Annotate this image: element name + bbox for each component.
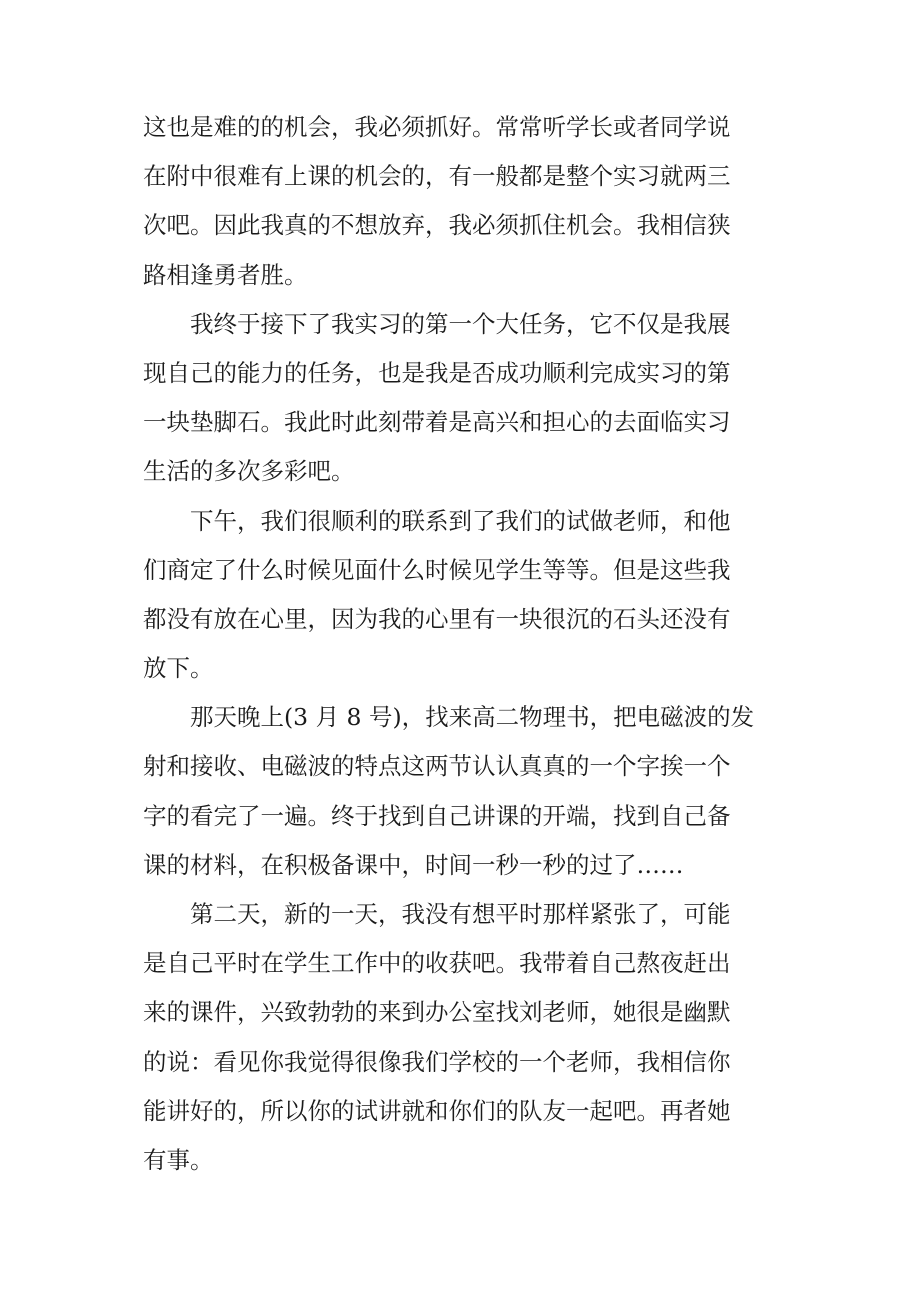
text-line: 们商定了什么时候见面什么时候见学生等等。但是这些我 bbox=[143, 555, 731, 584]
text-line: 有事。 bbox=[143, 1145, 214, 1174]
paragraph-3 bbox=[143, 497, 783, 694]
text-line: 一块垫脚石。我此时此刻带着是高兴和担心的去面临实习 bbox=[143, 408, 731, 437]
text-line: 字的看完了一遍。终于找到自己讲课的开端，找到自己备 bbox=[143, 801, 731, 830]
paragraph-2 bbox=[143, 300, 783, 497]
text-line: 放下。 bbox=[143, 654, 214, 683]
text-line: 路相逢勇者胜。 bbox=[143, 260, 308, 289]
text-line: 次吧。因此我真的不想放弃，我必须抓住机会。我相信狭 bbox=[143, 211, 731, 240]
text-line: 的说：看见你我觉得很像我们学校的一个老师，我相信你 bbox=[143, 1047, 731, 1076]
text-line: 生活的多次多彩吧。 bbox=[143, 457, 355, 486]
text-line: 我终于接下了我实习的第一个大任务，它不仅是我展 bbox=[190, 309, 731, 338]
text-line: 现自己的能力的任务，也是我是否成功顺利完成实习的第 bbox=[143, 358, 731, 387]
text-line: 这也是难的的机会，我必须抓好。常常听学长或者同学说 bbox=[143, 113, 731, 141]
text-line: 第二天，新的一天，我没有想平时那样紧张了，可能 bbox=[190, 900, 731, 928]
text-line: 下午，我们很顺利的联系到了我们的试做老师，和他 bbox=[190, 506, 731, 535]
paragraph-5 bbox=[143, 890, 783, 1185]
paragraph-4 bbox=[143, 693, 783, 890]
text-line: 能讲好的，所以你的试讲就和你们的队友一起吧。再者她 bbox=[143, 1096, 731, 1125]
text-line: 都没有放在心里，因为我的心里有一块很沉的石头还没有 bbox=[143, 604, 731, 633]
document-body bbox=[143, 103, 783, 1185]
paragraph-1 bbox=[143, 103, 783, 300]
text-line: 是自己平时在学生工作中的收获吧。我带着自己熬夜赶出 bbox=[143, 949, 731, 978]
text-line: 来的课件，兴致勃勃的来到办公室找刘老师，她很是幽默 bbox=[143, 998, 731, 1027]
text-line: 那天晚上(3 月 8 号)，找来高二物理书，把电磁波的发 bbox=[190, 703, 755, 732]
text-line: 在附中很难有上课的机会的，有一般都是整个实习就两三 bbox=[143, 162, 731, 191]
text-line: 课的材料，在积极备课中，时间一秒一秒的过了…… bbox=[143, 850, 684, 879]
text-line: 射和接收、电磁波的特点这两节认认真真的一个字挨一个 bbox=[143, 752, 731, 781]
